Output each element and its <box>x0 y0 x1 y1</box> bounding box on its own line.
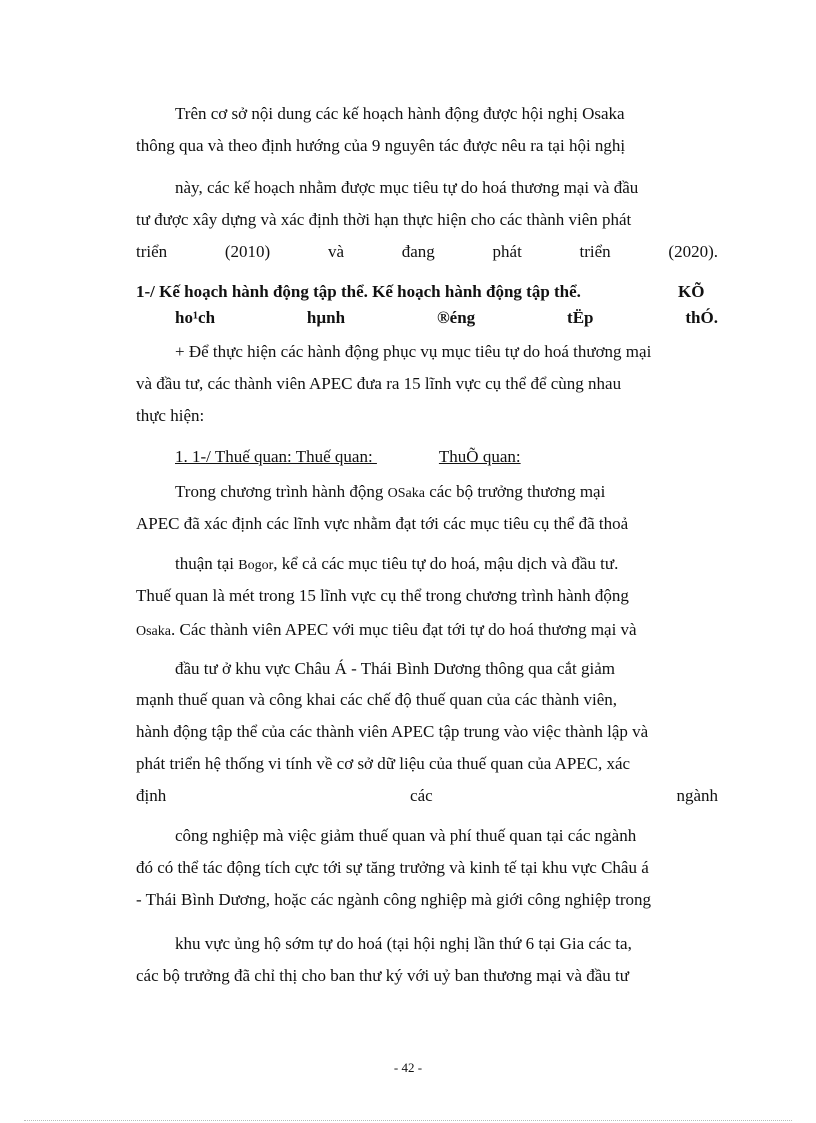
text-span: thuận tại <box>175 554 239 573</box>
paragraph-line: thông qua và theo định hướng của 9 nguyên tác được nêu ra tại hội nghị <box>136 136 626 155</box>
paragraph-line: hành động tập thể của các thành viên APEC tập trung vào việc thành lập và <box>136 722 649 741</box>
paragraph-line: tư được xây dựng và xác định thời hạn thực hiện cho các thành viên phát <box>136 210 632 229</box>
subsection-title: 1. 1-/ Thuế quan: Thuế quan: <box>175 447 377 466</box>
section-heading-garbled: ho¹ch hµnh ®éng tËp thÓ. <box>175 308 718 327</box>
section-heading: 1-/ Kế hoạch hành động tập thể. Kế hoạch hành động tập thể. <box>136 282 581 301</box>
text-span: Osaka <box>136 624 171 639</box>
paragraph-line: - Thái Bình Dương, hoặc các ngành công nghiệp mà giới công nghiệp trong <box>136 890 652 909</box>
text-span: Bogor <box>238 558 274 573</box>
paragraph-line: Thuế quan là mét trong 15 lĩnh vực cụ thể trong chương trình hành động <box>136 586 629 605</box>
paragraph-line: và đầu tư, các thành viên APEC đưa ra 15 lĩnh vực cụ thể để cùng nhau <box>136 374 622 393</box>
paragraph-line: thực hiện: <box>136 406 205 425</box>
subsection-heading <box>175 446 585 468</box>
paragraph-line <box>136 619 718 643</box>
paragraph-line: định các ngành <box>136 786 718 805</box>
page-border-divider <box>24 1120 792 1121</box>
subsection-title-garbled: ThuÕ quan: <box>438 447 521 466</box>
paragraph-line: công nghiệp mà việc giảm thuế quan và phí thuế quan tại các ngành <box>175 826 637 845</box>
paragraph-line: Trên cơ sở nội dung các kế hoạch hành động được hội nghị Osaka <box>175 104 625 123</box>
paragraph-line: đầu tư ở khu vực Châu Á - Thái Bình Dương thông qua cắt giảm <box>175 659 616 678</box>
text-span: . Các thành viên APEC với mục tiêu đạt tới tự do hoá thương mại và <box>171 620 637 639</box>
paragraph-line <box>175 553 718 577</box>
paragraph-line: này, các kế hoạch nhằm được mục tiêu tự do hoá thương mại và đầu <box>175 178 639 197</box>
section-heading-garbled: KÕ <box>678 282 705 301</box>
paragraph-line: đó có thể tác động tích cực tới sự tăng trưởng và kinh tế tại khu vực Châu á <box>136 858 649 877</box>
paragraph-line: phát triển hệ thống vi tính về cơ sở dữ liệu của thuế quan của APEC, xác <box>136 754 631 773</box>
paragraph-line <box>175 481 718 505</box>
paragraph-line: APEC đã xác định các lĩnh vực nhằm đạt tới các mục tiêu cụ thể đã thoả <box>136 514 629 533</box>
text-span: , kể cả các mục tiêu tự do hoá, mậu dịch và đầu tư. <box>273 554 619 573</box>
paragraph-line: triển (2010) và đang phát triển (2020). <box>136 242 718 261</box>
text-span: OSaka <box>387 486 425 501</box>
paragraph-line: khu vực ủng hộ sớm tự do hoá (tại hội nghị lần thứ 6 tại Gia các ta, <box>175 934 632 953</box>
page-number: - 42 - <box>393 1060 423 1075</box>
paragraph-line: + Để thực hiện các hành động phục vụ mục tiêu tự do hoá thương mại <box>175 342 652 361</box>
paragraph-line: mạnh thuế quan và công khai các chế độ thuế quan của các thành viên, <box>136 690 617 709</box>
text-span: Trong chương trình hành động <box>175 482 388 501</box>
paragraph-line: các bộ trưởng đã chỉ thị cho ban thư ký với uỷ ban thương mại và đầu tư <box>136 966 629 985</box>
text-span: các bộ trưởng thương mại <box>424 482 606 501</box>
